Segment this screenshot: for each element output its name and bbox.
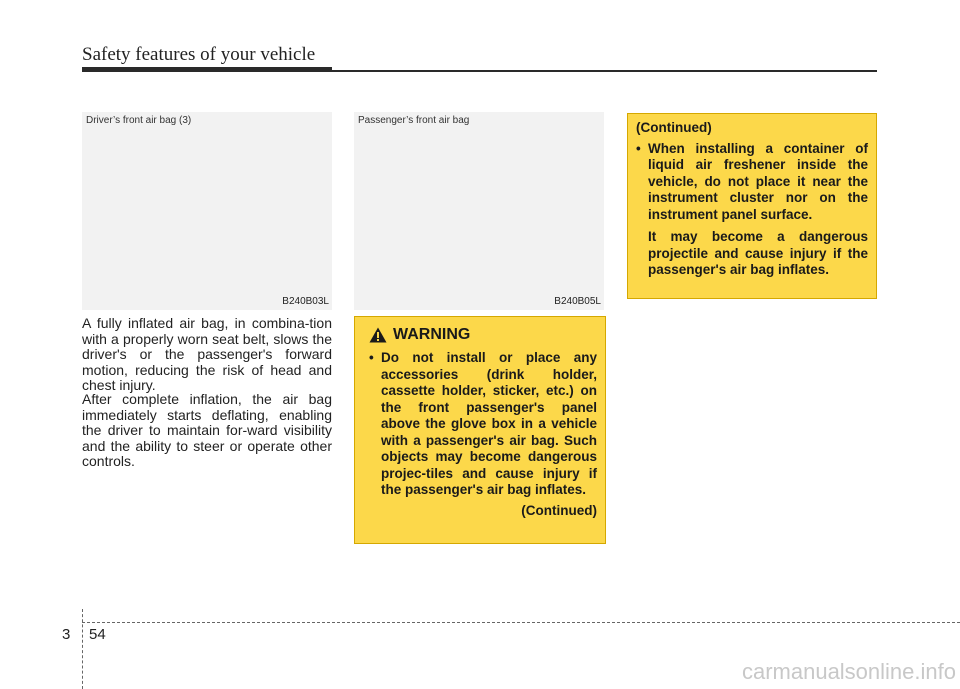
title-rule-thin xyxy=(332,70,877,72)
bullet: • xyxy=(636,140,641,156)
body-paragraph-2: After complete inflation, the air bag immediately starts deflating, enabling the driver to maintain for-ward visibility and the ability to steer or operate other controls. xyxy=(82,391,332,469)
continued-item-text-2: It may become a dangerous projectile and cause injury if the passenger's air bag inflates. xyxy=(648,229,868,277)
warning-header xyxy=(369,326,597,344)
continued-item xyxy=(636,141,868,224)
warning-continued: (Continued) xyxy=(521,502,597,518)
warning-triangle-icon xyxy=(369,327,387,343)
figure-caption: Passenger’s front air bag xyxy=(358,115,470,126)
watermark: carmanualsonline.info xyxy=(741,659,956,684)
chapter-number: 3 xyxy=(62,626,71,643)
figure-code: B240B05L xyxy=(554,296,601,307)
figure-caption: Driver’s front air bag (3) xyxy=(86,115,192,126)
footer-rule xyxy=(82,622,960,623)
continued-item-text: When installing a container of liquid air freshener inside the vehicle, do not place it near the instrument cluster nor on the instrument panel surface. xyxy=(648,140,868,222)
bullet: • xyxy=(369,350,374,365)
warning-title: WARNING xyxy=(393,326,471,343)
body-paragraph-1: A fully inflated air bag, in combina-tion with a properly worn seat belt, slows the driver's or the passenger's forward motion, reducing the risk of head and chest injury. xyxy=(82,315,332,393)
warning-item xyxy=(369,350,597,499)
title-rule-thick xyxy=(82,67,332,72)
figure-code: B240B03L xyxy=(282,296,329,307)
footer-vertical-rule xyxy=(82,609,83,689)
figure-passenger-airbag xyxy=(354,112,604,310)
continued-warning-box xyxy=(627,113,877,299)
warning-box xyxy=(354,316,606,544)
figure-driver-airbag xyxy=(82,112,332,310)
section-title: Safety features of your vehicle xyxy=(82,44,316,65)
page-number: 54 xyxy=(89,626,106,643)
warning-item-text: Do not install or place any accessories (drink holder, cassette holder, sticker, etc.) on the front passenger's panel above the glove box in a vehicle with a passenger's air bag. Such objects may become dangerous projec-tiles and cause injury if the passenger's air bag inflates. xyxy=(381,350,597,497)
continued-heading: (Continued) xyxy=(636,120,712,135)
